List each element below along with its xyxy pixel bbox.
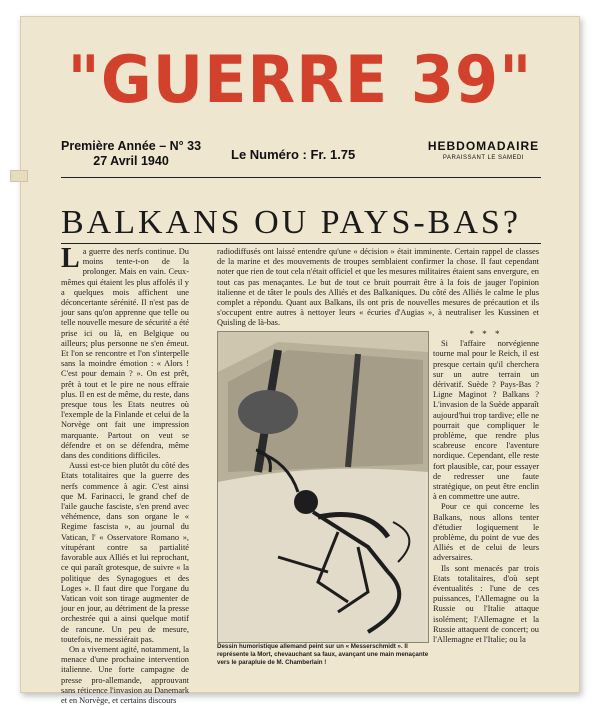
drop-cap: L [61,243,80,274]
paragraph: radiodiffusés ont laissé entendre qu'une « décision » était imminente. Certain rappel de classes de la marine et des mouvements de troupes semblaient confirmer la chose. Il faut cependant noter que rien de tout cela n'était officiel et que les mesures militaires étaient sans envergure, en tout cas pas menaçantes. Le but de tout ce bruit pourrait être à la fois de jauger l'opinion italienne et de tâter le pouls des Alliés et des Balkaniques. Du côté des Alliés le calme le plus complet a répondu. Quant aux Balkans, ils ont pris de nouvelles mesures de précaution et ils s'occupent entre autres à nettoyer leurs « écuries d'Augias », à neutraliser les Kussinen et Quisling de là-bas. [217,247,539,328]
frequency-label: HEBDOMADAIRE [427,139,540,153]
paragraph: a guerre des nerfs continue. Du moins tente-t-on de la prolonger. Mais en vain. Ceux-mêmes qui étaient les plus affolés il y a quelques mois affichent une déconcertante sérénité. Il n'est pas de jour sans qu'on apprenne que telle ou telle nouvelle mesure de sécurité a été prise ici ou là, en Belgique ou ailleurs; plus personne ne s'en émeut. Et l'on se rencontre et l'on s'interpelle sans la moindre émotion : « Alors ! C'est pour demain ? ». On est prêt, prêt à tout et le pire ne nous effraie plus. Il en est de même, du reste, dans presque tous les Etats neutres où l'exemple de la Finlande et celui de la Norvège ont fait une impression marquante. Partout on veut se défendre et on se défendra, même dans des conditions difficiles. [61,247,189,461]
paragraph: Pour ce qui concerne les Balkans, nous allons tenter d'étudier logiquement le problème, du point de vue des Alliés et de celui de leurs adversaires. [433,502,539,563]
section-separator: * * * [469,329,503,339]
divider-rule [61,243,541,244]
newspaper-page [20,16,580,705]
illustration-caption: Dessin humoristique allemand peint sur un « Messerschmidt ». Il représente la Mort, chevauchant sa faux, avançant une main menaçante vers le parapluie de M. Chamberlain ! [217,643,429,666]
article-column-2 [217,247,539,327]
frequency-note: PARAISSANT LE SAMEDI [442,155,525,161]
paragraph: Si l'affaire norvégienne tourne mal pour le Reich, il est presque certain qu'il cherchera sur un autre terrain un dérivatif. Suède ? Pays-Bas ? Ligne Maginot ? Balkans ? L'invasion de la Suède apparaît aujourd'hui trop tardive; elle ne pourrait que compliquer le problème, que rendre plus scabreuse encore l'aventure nordique. Cependant, elle reste fort plausible, car, pour essayer de redresser une faute stratégique, on peut être enclin à en commettre une autre. [433,339,539,502]
article-column-3 [433,329,539,701]
messerschmitt-drawing [218,332,428,642]
masthead-title: "GUERRE 39" [67,41,533,118]
issue-price: Le Numéro : Fr. 1.75 [231,147,356,162]
headline: BALKANS OU PAYS-BAS? [61,204,521,241]
paragraph: Aussi est-ce bien plutôt du côté des Etats totalitaires que la guerre des nerfs commence à agir. C'est ainsi que M. Farinacci, le grand chef de l'aile gauche fasciste, s'en prend avec véhémence, dans son organe le « Regime fascista », au journal du Vatican, l' « Osservatore Romano », vitupérant contre sa partialité favorable aux Alliés et lui reprochant, ce qui paraît grotesque, de suivre « la politique des Synagogues et des Loges ». Il faut dire que l'organe du Vatican voit son tirage augmenter de jour en jour, au détriment de la presse orchestrée qui a ainsi quelque motif de rancune. Un peu de mesure, toutefois, ne messiérait pas. [61,461,189,644]
publication-frequency [416,139,551,161]
illustration-photo [217,331,429,643]
paragraph: Ils sont menacés par trois Etats totalitaires, d'où sept éventualités : l'une de ces puissances, l'Allemagne ou la Russie ou l'Italie attaque isolément; l'Allemagne et la Russie attaquent de concert; ou l'Allemagne et l'Italie; ou la [433,563,539,645]
article-column-1 [61,243,190,705]
issue-date: 27 Avril 1940 [93,154,169,168]
issue-number: Première Année – N° 33 [61,139,202,153]
paper-fold-tab [10,170,28,182]
issue-info [61,139,201,169]
paragraph: On a vivement agité, notamment, la menace d'une prochaine intervention italienne. Une forte campagne de presse pro-allemande, approuvant sans réticence l'invasion au Danemark et en Norvège, et certains discours [61,644,190,705]
divider-rule [61,177,541,178]
